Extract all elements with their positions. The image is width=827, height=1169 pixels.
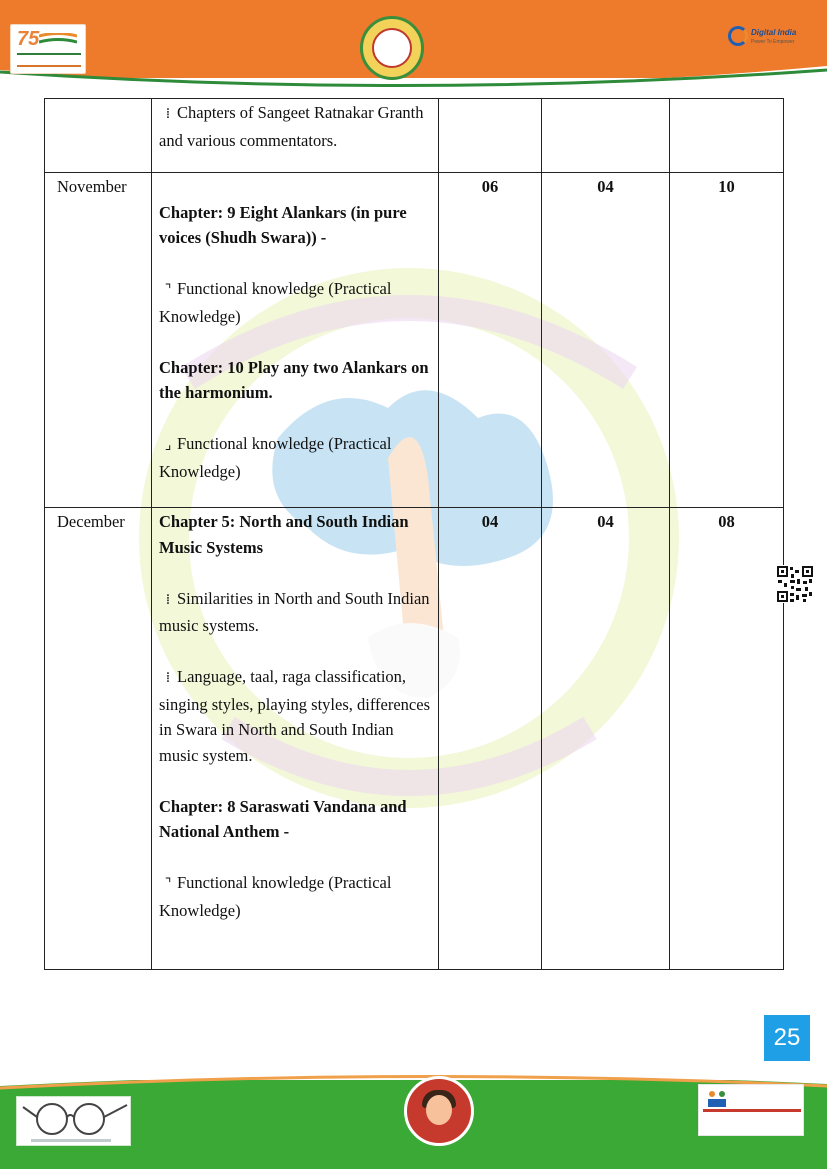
spacer — [159, 251, 434, 277]
bullet-text: Functional knowledge (Practical Knowledge) — [159, 873, 392, 920]
chapter-heading: Chapter: 8 Saraswati Vandana and National Anthem - — [159, 796, 407, 841]
hbse-emblem — [360, 16, 424, 80]
page-header — [0, 0, 827, 92]
spacer — [159, 560, 434, 586]
month-cell: December — [45, 508, 152, 970]
gandhi-glasses-icon — [17, 1097, 132, 1147]
number-cell — [439, 99, 542, 173]
bullet-text: Language, taal, raga classification, singing styles, playing styles, differences in Swara in North and South Indian music system. — [159, 667, 430, 765]
number-cell: 04 — [439, 508, 542, 970]
digital-india-name: Digital India — [751, 28, 797, 37]
page-footer — [0, 1062, 827, 1169]
spacer — [159, 768, 434, 794]
number-cell: 04 — [542, 173, 670, 508]
content-cell — [152, 99, 439, 173]
digital-india-ring-icon — [728, 26, 748, 46]
digital-india-logo — [726, 22, 802, 56]
content-cell — [152, 508, 439, 970]
bullet-text: Functional knowledge (Practical Knowledge) — [159, 434, 392, 481]
syllabus-table — [44, 98, 784, 970]
page-number: 25 — [764, 1015, 810, 1061]
azadi-logo-lines — [17, 53, 81, 67]
month-cell: November — [45, 173, 152, 508]
shiksha-ka-adhikar-logo — [698, 1084, 804, 1136]
chapter-heading: Chapter: 10 Play any two Alankars on the harmonium. — [159, 357, 429, 402]
spacer — [159, 406, 434, 432]
bullet-text: Similarities in North and South Indian music systems. — [159, 588, 430, 635]
bullet-item — [159, 276, 434, 329]
bullet-text: Functional knowledge (Practical Knowledge) — [159, 279, 392, 326]
bullet-item — [159, 100, 434, 153]
number-cell: 08 — [670, 508, 784, 970]
girl-face-icon — [426, 1095, 452, 1125]
number-cell — [670, 99, 784, 173]
table-row — [45, 99, 784, 173]
number-cell: 10 — [670, 173, 784, 508]
spacer — [159, 639, 434, 665]
azadi-ka-amrit-mahotsav-logo — [10, 24, 86, 74]
beti-bachao-beti-padhao-logo — [404, 1076, 474, 1146]
spacer — [159, 845, 434, 871]
bullet-item — [159, 431, 434, 484]
qr-code-icon[interactable] — [776, 565, 814, 603]
tricolor-stroke-icon — [39, 33, 77, 45]
digital-india-tagline: Power To Empower — [751, 39, 795, 45]
children-reading-icon — [705, 1089, 729, 1109]
chapter-heading: Chapter 5: North and South Indian Music Systems — [159, 512, 409, 557]
spacer — [159, 174, 434, 200]
table-row — [45, 173, 784, 508]
bullet-marker-icon: ⁞ — [165, 670, 171, 686]
hbse-emblem-inner-icon — [372, 28, 412, 68]
chapter-heading: Chapter: 9 Eight Alankars (in pure voices (Shudh Swara)) - — [159, 202, 407, 247]
table-row — [45, 508, 784, 970]
bullet-marker-icon: ⌟ — [164, 437, 172, 453]
bullet-item — [159, 664, 434, 768]
bullet-marker-icon: ⁞ — [165, 106, 171, 122]
number-cell: 06 — [439, 173, 542, 508]
swachh-bharat-logo — [16, 1096, 131, 1146]
syllabus-table-body — [45, 99, 784, 970]
spacer — [159, 329, 434, 355]
bullet-marker-icon: ⁞ — [165, 591, 171, 608]
number-cell — [542, 99, 670, 173]
bullet-text: Chapters of Sangeet Ratnakar Granth and various commentators. — [159, 103, 424, 150]
bullet-marker-icon: ⌝ — [164, 876, 172, 892]
content-cell — [152, 173, 439, 508]
rte-divider — [703, 1109, 801, 1112]
bullet-item — [159, 870, 434, 923]
azadi-logo-number: 75 — [17, 28, 40, 50]
bullet-marker-icon: ⌝ — [164, 282, 172, 298]
number-cell: 04 — [542, 508, 670, 970]
bullet-item — [159, 586, 434, 639]
month-cell — [45, 99, 152, 173]
